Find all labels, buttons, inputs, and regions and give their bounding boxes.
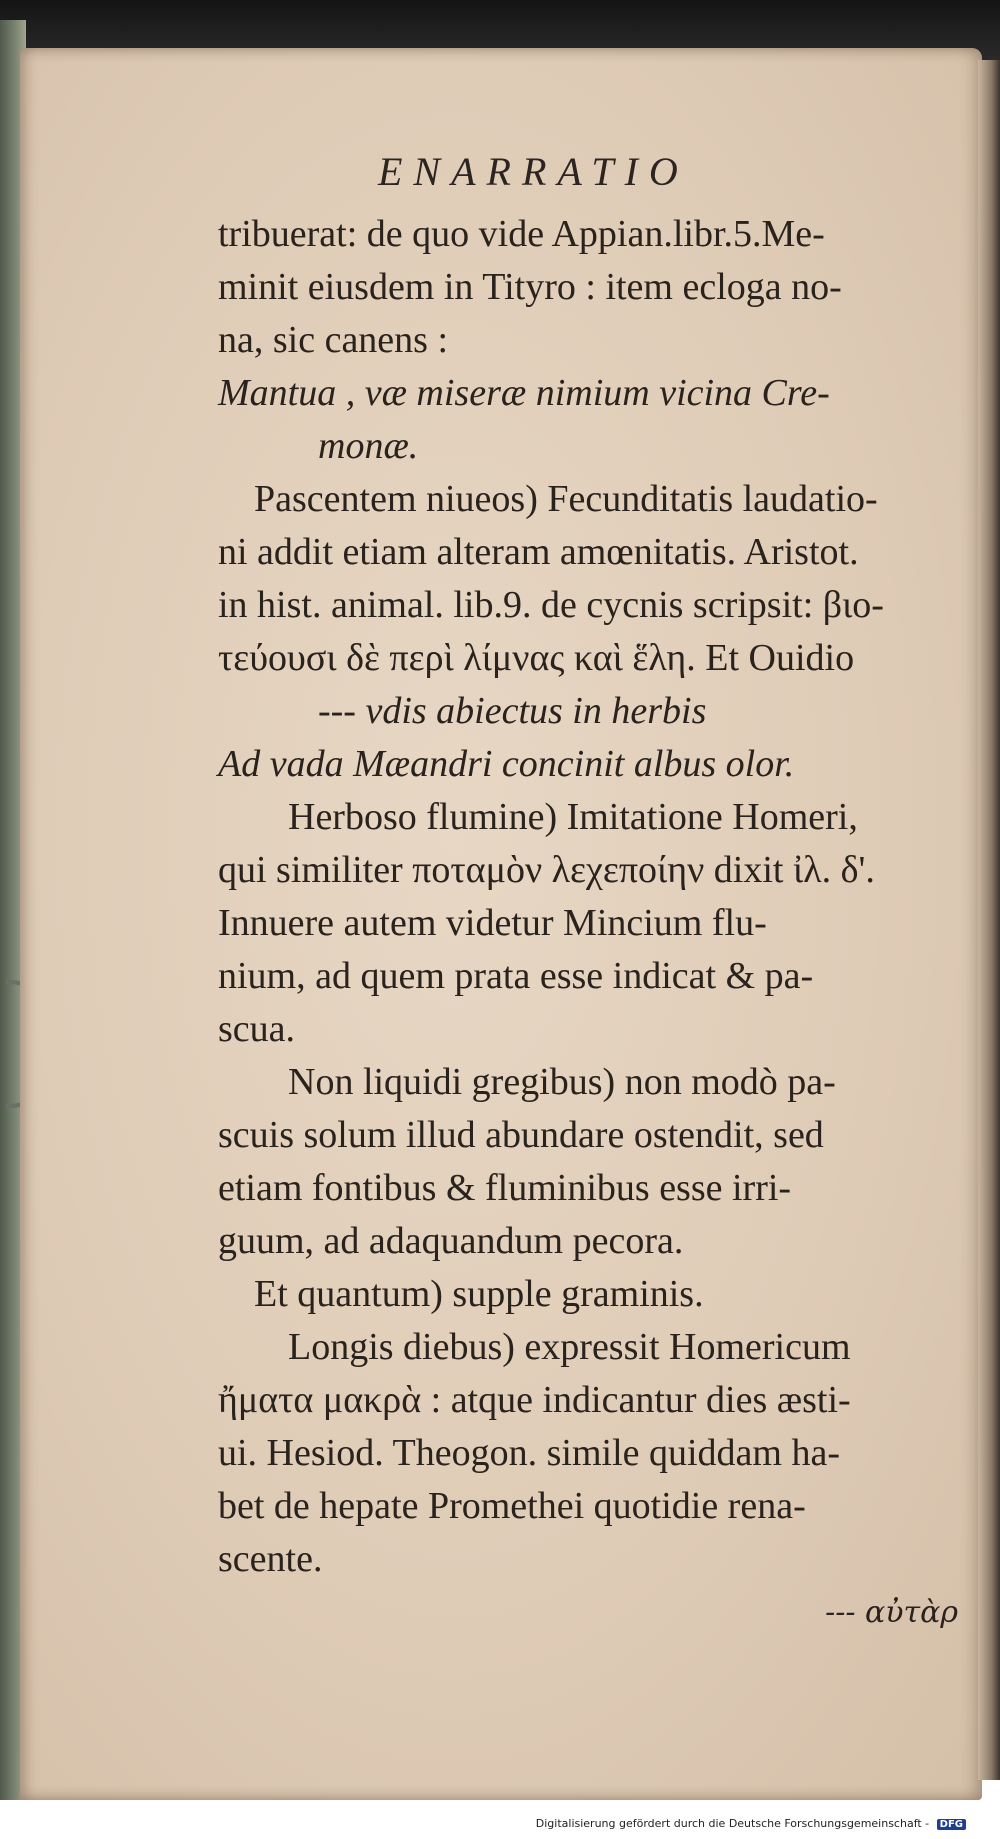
catchword: --- αὐτὰρ [825,1595,958,1630]
lemma-line: Non liquidi gregibus) non modò pa- [288,1061,836,1103]
greek-text-line: ἤματα μακρὰ : atque indicantur dies æsti- [218,1379,851,1421]
greek-text-line: τεύουσι δὲ περὶ λίμνας καὶ ἕλη. Et Ouidio [218,637,855,679]
credit-text: Digitalisierung gefördert durch die Deutsche Forschungsgemeinschaft - [535,1817,930,1830]
page-edge [978,60,1000,1780]
lemma-line: Et quantum) supple graminis. [254,1273,704,1315]
text-line: in hist. animal. lib.9. de cycnis scripsit: βιο- [218,584,884,626]
text-line: scua. [218,1008,296,1050]
digitization-credit [536,1817,966,1830]
text-line: etiam fontibus & fluminibus esse irri- [218,1167,792,1209]
lemma-line: Longis diebus) expressit Homericum [288,1326,851,1368]
text-line: scuis solum illud abundare ostendit, sed [218,1114,824,1156]
text-line: minit eiusdem in Tityro : item ecloga no- [218,266,842,308]
verse-line: monæ. [318,425,419,467]
text-line: tribuerat: de quo vide Appian.libr.5.Me- [218,213,825,255]
lemma-line: Herboso flumine) Imitatione Homeri, [288,796,858,838]
text-line: Innuere autem videtur Mincium flu- [218,902,767,944]
text-line: ni addit etiam alteram amœnitatis. Aristot. [218,531,859,573]
text-line: nium, ad quem prata esse indicat & pa- [218,955,814,997]
text-line: guum, ad adaquandum pecora. [218,1220,684,1262]
running-header: ENARRATIO [378,149,689,194]
text-line: na, sic canens : [218,319,449,361]
text-line: ui. Hesiod. Theogon. simile quiddam ha- [218,1432,840,1474]
text-line: bet de hepate Promethei quotidie rena- [218,1485,806,1527]
dfg-logo: DFG [937,1819,966,1830]
text-line: scente. [218,1538,323,1580]
greek-text-line: qui similiter ποταμὸν λεχεποίην dixit ἰλ. δ'. [218,849,875,891]
page-text [218,208,978,1639]
verse-line: Ad vada Mæandri concinit albus olor. [218,743,795,785]
verse-line: --- vdis abiectus in herbis [318,690,707,732]
verse-line: Mantua , væ miseræ nimium vicina Cre- [218,372,830,414]
lemma-line: Pascentem niueos) Fecunditatis laudatio- [254,478,878,520]
